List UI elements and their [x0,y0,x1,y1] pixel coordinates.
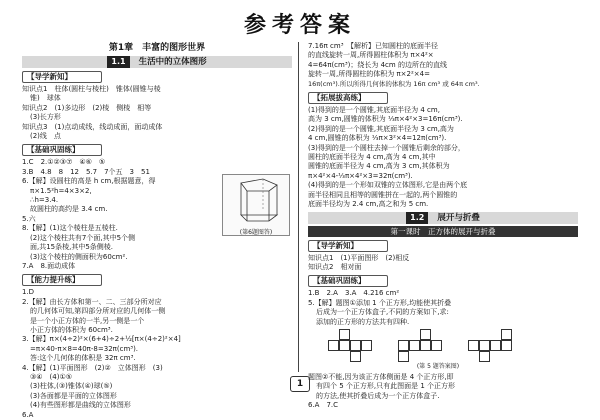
text-line: (4)有些图形都是曲线的立体图形 [30,401,131,410]
text-line: 知识点3 (1)点动成线，线动成面，面动成体 [22,122,163,131]
net-square [420,340,431,351]
cube-net-a [328,329,384,363]
net-square [339,340,350,351]
net-square [501,329,512,340]
text-line: 题图②不能,因为该正方体侧面是 4 个正方形,即 [308,372,454,381]
text-line: 圆锥的底面半径为 4 cm,高为 3 cm,其体积为 [308,162,450,171]
page-number: 1 [290,376,310,392]
block-heading-intro: 【导学新知】 [308,240,388,252]
text-line: 4=64π(cm³)；绕长为 4cm 的边所在的直线 [308,60,447,69]
net-square [501,340,512,351]
section-title: 生活中的立体图形 [138,57,207,67]
top-list [308,42,578,89]
basic-list [22,158,212,271]
text-line: 4.【解】(1)平面图形 (2)② 立体图形 (3) [22,363,163,372]
right-column [308,42,578,410]
net-square [361,340,372,351]
text-line: 1.B 2.A 3.A 4.216 cm² [308,289,400,298]
text-line: 16π(cm³).所以所得几何体的体积为 16π cm³ 或 64π cm³. [308,79,480,88]
net-square [468,340,479,351]
tail-list [308,373,578,411]
net-square [398,340,409,351]
section-heading [22,56,292,68]
intro-list [308,254,578,273]
text-line: 3.【解】π×(4÷2)²×(6+4)÷2+½[π×(4÷2)²×4] [22,335,181,344]
text-line: (2)这个棱柱共有7个面,其中5个侧 [30,233,136,242]
text-line: 6.A [22,410,34,419]
text-line: 面,共15条棱,其中5条侧棱. [30,243,114,252]
text-line: 6.A 7.C [308,401,339,410]
text-line: 有四个 5 个正方形,只有此图面是 1 个正方形 [316,382,456,391]
net-square [328,340,339,351]
text-line: 5.【解】题图①添加 1 个正方形,均能使其折叠 [308,298,452,307]
text-line: (1)得到的是一个圆锥,其底面半径为 4 cm, [308,106,440,115]
text-line: 1.C 2.①②③⑦ ④⑥ ⑤ [22,158,106,167]
text-line: 故圆柱的高约是 3.4 cm. [30,205,108,214]
block-heading-basic: 【基础巩固练】 [308,275,388,287]
text-line: (3)得到的是一个圆柱去掉一个圆锥后剩余的部分， [308,143,465,152]
text-line: ∴h=3.4. [30,196,59,205]
block-heading-basic: 【基础巩固练】 [22,144,102,156]
intro-list [22,85,292,141]
text-line: 知识点1 (1)平面图形 (2)相反 [308,253,410,262]
chapter-heading: 第1章 丰富的图形世界 [108,43,206,53]
block-heading-explore: 【拓展拔高练】 [308,92,388,104]
text-line: 添加的正方形的方法共有四种. [316,317,410,326]
text-line: 4 cm,圆锥的体积为 ⅓π×3²×4=12π(cm³). [308,134,447,143]
text-line: π×1.5²h=4×3×2, [30,186,92,195]
text-line: 知识点2 相对面 [308,262,362,271]
text-line: π×4²×4-⅓π×4²×3=32π(cm³). [308,171,413,180]
section-number: 1.2 [406,212,428,224]
text-line: 的方法,使其折叠后成为一个正方体盒子. [316,391,440,400]
text-line: 面半径相同且相等的圆锥拼在一起的,两个圆锥的 [308,190,458,199]
text-line: 知识点2 (1)多边形 (2)棱 侧棱 相等 [22,103,152,112]
prism-figure [222,174,290,236]
text-line: 底面半径均为 2.4 cm,高之和为 5 cm. [308,200,429,209]
text-line: 5.六 [22,214,36,223]
text-line: 锥) 球体 [30,94,61,103]
pentagonal-prism-diagram [223,175,289,225]
text-line: (2)得到的是一个圆锥,其底面半径为 3 cm,高为 [308,124,454,133]
text-line: 后成为一个正方体盒子,不同的方案如下,求: [316,308,449,317]
text-line: 1.D [22,288,35,297]
net-square [339,329,350,340]
text-line: 6.【解】设圆柱的高是 h cm,根据题意，得 [22,177,156,186]
text-line: 的几何体可知,第四部分所对应的几何体一侧 [30,307,166,316]
text-line: 的直线旋转一周,所得圆柱体积为 π×4²× [308,51,434,60]
text-line: 小正方体的体积为 60cm³. [30,325,113,334]
text-line: 圆柱的底面半径为 4 cm,高为 4 cm,其中 [308,153,436,162]
improve-list [22,288,292,420]
block-heading-intro: 【导学新知】 [22,71,102,83]
text-line: 3.B 4.8 8 12 5.7 7个五 3 51 [22,167,150,176]
cube-net-c [468,329,524,363]
text-line: 旋转一周,所得圆柱的体积为 π×2²×4= [308,70,430,79]
text-line: 知识点1 柱体(圆柱与棱柱) 锥体(圆锥与棱 [22,85,161,93]
text-line: (3)柱体,(③)锥体(④)球(⑤) [30,382,113,391]
cube-net-figure [308,329,578,371]
section-number: 1.1 [107,56,129,68]
figure-caption: (第 5 题答案图) [416,362,460,370]
section-heading [308,212,578,224]
text-line: 7.A 8.面动成体 [22,261,76,270]
text-line: 8.【解】(1)这个棱柱是五棱柱. [22,224,118,233]
section-title: 展开与折叠 [437,212,480,223]
text-line: 是一个小正方体的一半,另一侧是一个 [30,316,145,325]
text-line: 2.【解】由长方体和第一、二、三部分所对应 [22,297,162,306]
text-line: (3)各面都是平面的立体图形 [30,391,117,400]
net-square [479,340,490,351]
net-square [420,329,431,340]
text-line: (3)这个棱柱的侧面积为60cm². [30,252,128,261]
net-square [350,340,361,351]
net-square [479,351,490,362]
net-square [490,340,501,351]
figure-caption: (第6题图答) [239,229,273,236]
text-line: (4)得到的是一个形如双锥的立体图形,它是由两个底 [308,181,468,190]
net-square [350,351,361,362]
text-line: (2)线 点 [30,132,61,141]
text-line: (3)长方形 [30,113,61,122]
page-title: 参考答案 [243,13,356,38]
net-square [409,340,420,351]
cube-net-b [398,329,454,363]
net-square [398,351,409,362]
text-line: 答:这个几何体的体积是 32π cm³. [30,354,136,363]
text-line: 高为 3 cm,圆锥的体积为 ⅓π×4²×3=16π(cm³). [308,115,463,124]
lesson-banner: 第一课时 正方体的展开与折叠 [308,226,578,237]
basic-list [308,289,578,327]
text-line: ③④ (4)①⑤ [30,372,73,381]
text-line: 7.16π cm³ 【解析】已知圆柱的底面半径 [308,42,438,50]
column-divider [298,42,299,372]
net-square [431,340,442,351]
explore-list [308,106,578,209]
block-heading-improve: 【能力提升练】 [22,274,102,286]
text-line: =π×40-π×8=40π-8=32π(cm³). [30,344,139,353]
